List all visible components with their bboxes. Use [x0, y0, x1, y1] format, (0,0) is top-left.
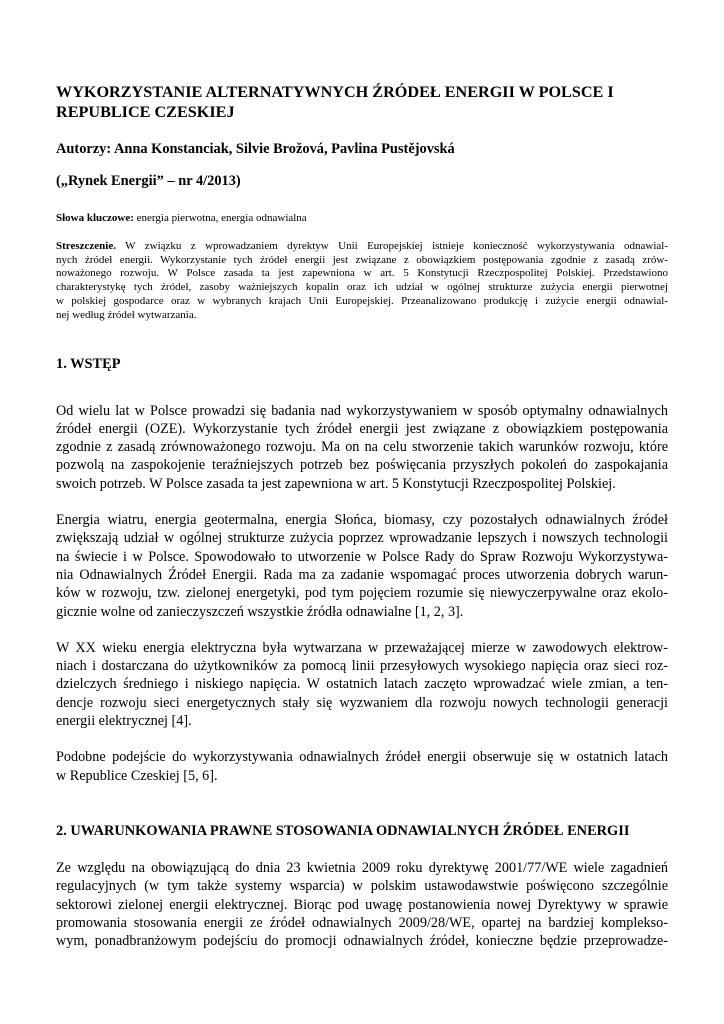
abstract-line: w polskiej gospodarce oraz w wybranych krajach Unii Europejskiej. Przeanalizowano produkcję i zużycie energii odnawial-	[56, 294, 668, 307]
paragraph-line: dencje rozwoju sieci energetycznych stały się wyzwaniem dla rozwoju nowych technologii generacji	[56, 694, 668, 711]
paper-title-line: REPUBLICE CZESKIEJ	[56, 103, 235, 121]
paragraph-line: zwiększają udział w ogólnej strukturze zużycia poprzez wprowadzanie lepszych i nowszych technologii	[56, 530, 668, 547]
paragraph-line: sektorowi zielonej energii elektrycznej. Biorąc pod uwagę postanowienia nowej Dyrektywy w sprawie	[56, 896, 668, 913]
paragraph-line: pozwolą na zaspokojenie teraźniejszych potrzeb bez poświęcania przyszłych pokoleń do zaspokajania	[56, 457, 668, 474]
paragraph-line: gicznie wolne od zanieczyszczeń wszystkie źródła odnawialne [1, 2, 3].	[56, 603, 464, 620]
paper-title-line: WYKORZYSTANIE ALTERNATYWNYCH ŹRÓDEŁ ENERGII W POLSCE I	[56, 83, 614, 101]
keywords	[56, 212, 668, 226]
paragraph-line: swoich potrzeb. W Polsce zasada ta jest zapewniona w art. 5 Konstytucji Rzeczpospolitej Polskiej.	[56, 475, 616, 492]
paragraph	[56, 748, 668, 785]
abstract-line: noważonego rozwoju. W Polsce zasada ta jest zapewniona w art. 5 Konstytucji Rzeczpospolitej Polskiej. Przedstawiono	[56, 267, 668, 280]
source-citation: („Rynek Energii” – nr 4/2013)	[56, 173, 241, 189]
paragraph-line: źródeł energii (OZE). Wykorzystanie tych źródeł energii jest związane z obowiązkiem postępowania	[56, 420, 668, 437]
paragraph-line: niach i dostarczana do użytkowników za pomocą linii przesyłowych wysokiego napięcia oraz sieci roz-	[56, 658, 668, 675]
authors-line: Autorzy: Anna Konstanciak, Silvie Brožová, Pavlina Pustějovská	[56, 141, 455, 157]
paragraph-line: zgodnie z zasadą zrównoważonego rozwoju. Ma on na celu stworzenie takich warunków rozwoju, które	[56, 439, 668, 456]
paragraph	[56, 639, 668, 730]
document-page	[56, 82, 668, 950]
paragraph-line: dzielczych średniego i niskiego napięcia. W ostatnich latach zaczęto wprowadzać wiele zmian, a ten-	[56, 676, 668, 693]
abstract-line: nych źródeł energii. Wykorzystanie tych źródeł energii jest związane z obowiązkiem postępowania zgodnie z zasadą zrów-	[56, 253, 668, 266]
paragraph-line: nia Odnawialnych Źródeł Energii. Rada ma za zadanie wspomagać proces utworzenia dobrych warun-	[56, 566, 668, 583]
paragraph-line: Ze względu na obowiązującą do dnia 23 kwietnia 2009 roku dyrektywę 2001/77/WE wiele zagadnień	[56, 859, 668, 876]
abstract	[56, 240, 668, 323]
paragraph-line: Energia wiatru, energia geotermalna, energia Słońca, biomasy, czy pozostałych odnawialnych źródeł	[56, 512, 668, 529]
abstract-line: nej według źródeł wytwarzania.	[56, 308, 197, 321]
paper-title	[56, 82, 668, 122]
section-heading-introduction: 1. WSTĘP	[56, 355, 121, 372]
paragraph	[56, 511, 668, 621]
paragraph-line: promowania stosowania energii ze źródeł odnawialnych 2009/28/WE, opartej na bardziej komplekso-	[56, 914, 668, 931]
paragraph-line: regulacyjnych (w tym także systemy wsparcia) w polskim ustawodawstwie poświęcono szczególnie	[56, 878, 668, 895]
paragraph-line: energii elektrycznej [4].	[56, 713, 192, 730]
paragraph-line: Od wielu lat w Polsce prowadzi się badania nad wykorzystywaniem w sposób optymalny odnawialnych	[56, 402, 668, 419]
paragraph-line: Podobne podejście do wykorzystywania odnawialnych źródeł energii obserwuje się w ostatnich latach	[56, 749, 668, 766]
keywords-text: energia pierwotna, energia odnawialna	[133, 212, 307, 224]
keywords-label: Słowa kluczowe:	[56, 212, 134, 224]
section-heading-legal-conditions: 2. UWARUNKOWANIA PRAWNE STOSOWANIA ODNAWIALNYCH ŹRÓDEŁ ENERGII	[56, 822, 630, 839]
paragraph-line: W XX wieku energia elektryczna była wytwarzana w przeważającej mierze w zawodowych elektrow-	[56, 639, 668, 656]
abstract-line: charakterystykę tych źródeł, zasoby ważniejszych kopalin oraz ich udział w ogólnej strukturze zużycia energii pierwotnej	[56, 281, 668, 294]
paragraph	[56, 402, 668, 493]
paragraph	[56, 859, 668, 950]
abstract-label: Streszczenie.	[56, 239, 116, 252]
paragraph-line: ków w rozwoju, tzw. zielonej energetyki, pod tym pojęciem rozumie się niewyczerpywalne oraz ekolo-	[56, 585, 668, 602]
paragraph-line: wym, ponadbranżowym podejściu do promocji odnawialnych źródeł, konieczne będzie przeprowadze-	[56, 933, 668, 950]
abstract-line: Streszczenie. W związku z wprowadzaniem dyrektyw Unii Europejskiej istnieje konieczność wykorzystywania odnawial-	[56, 239, 668, 252]
paragraph-line: na świecie i w Polsce. Spowodowało to utworzenie w Polsce Rady do Spraw Rozwoju Wykorzystywa-	[56, 548, 668, 565]
paragraph-line: w Republice Czeskiej [5, 6].	[56, 767, 218, 784]
